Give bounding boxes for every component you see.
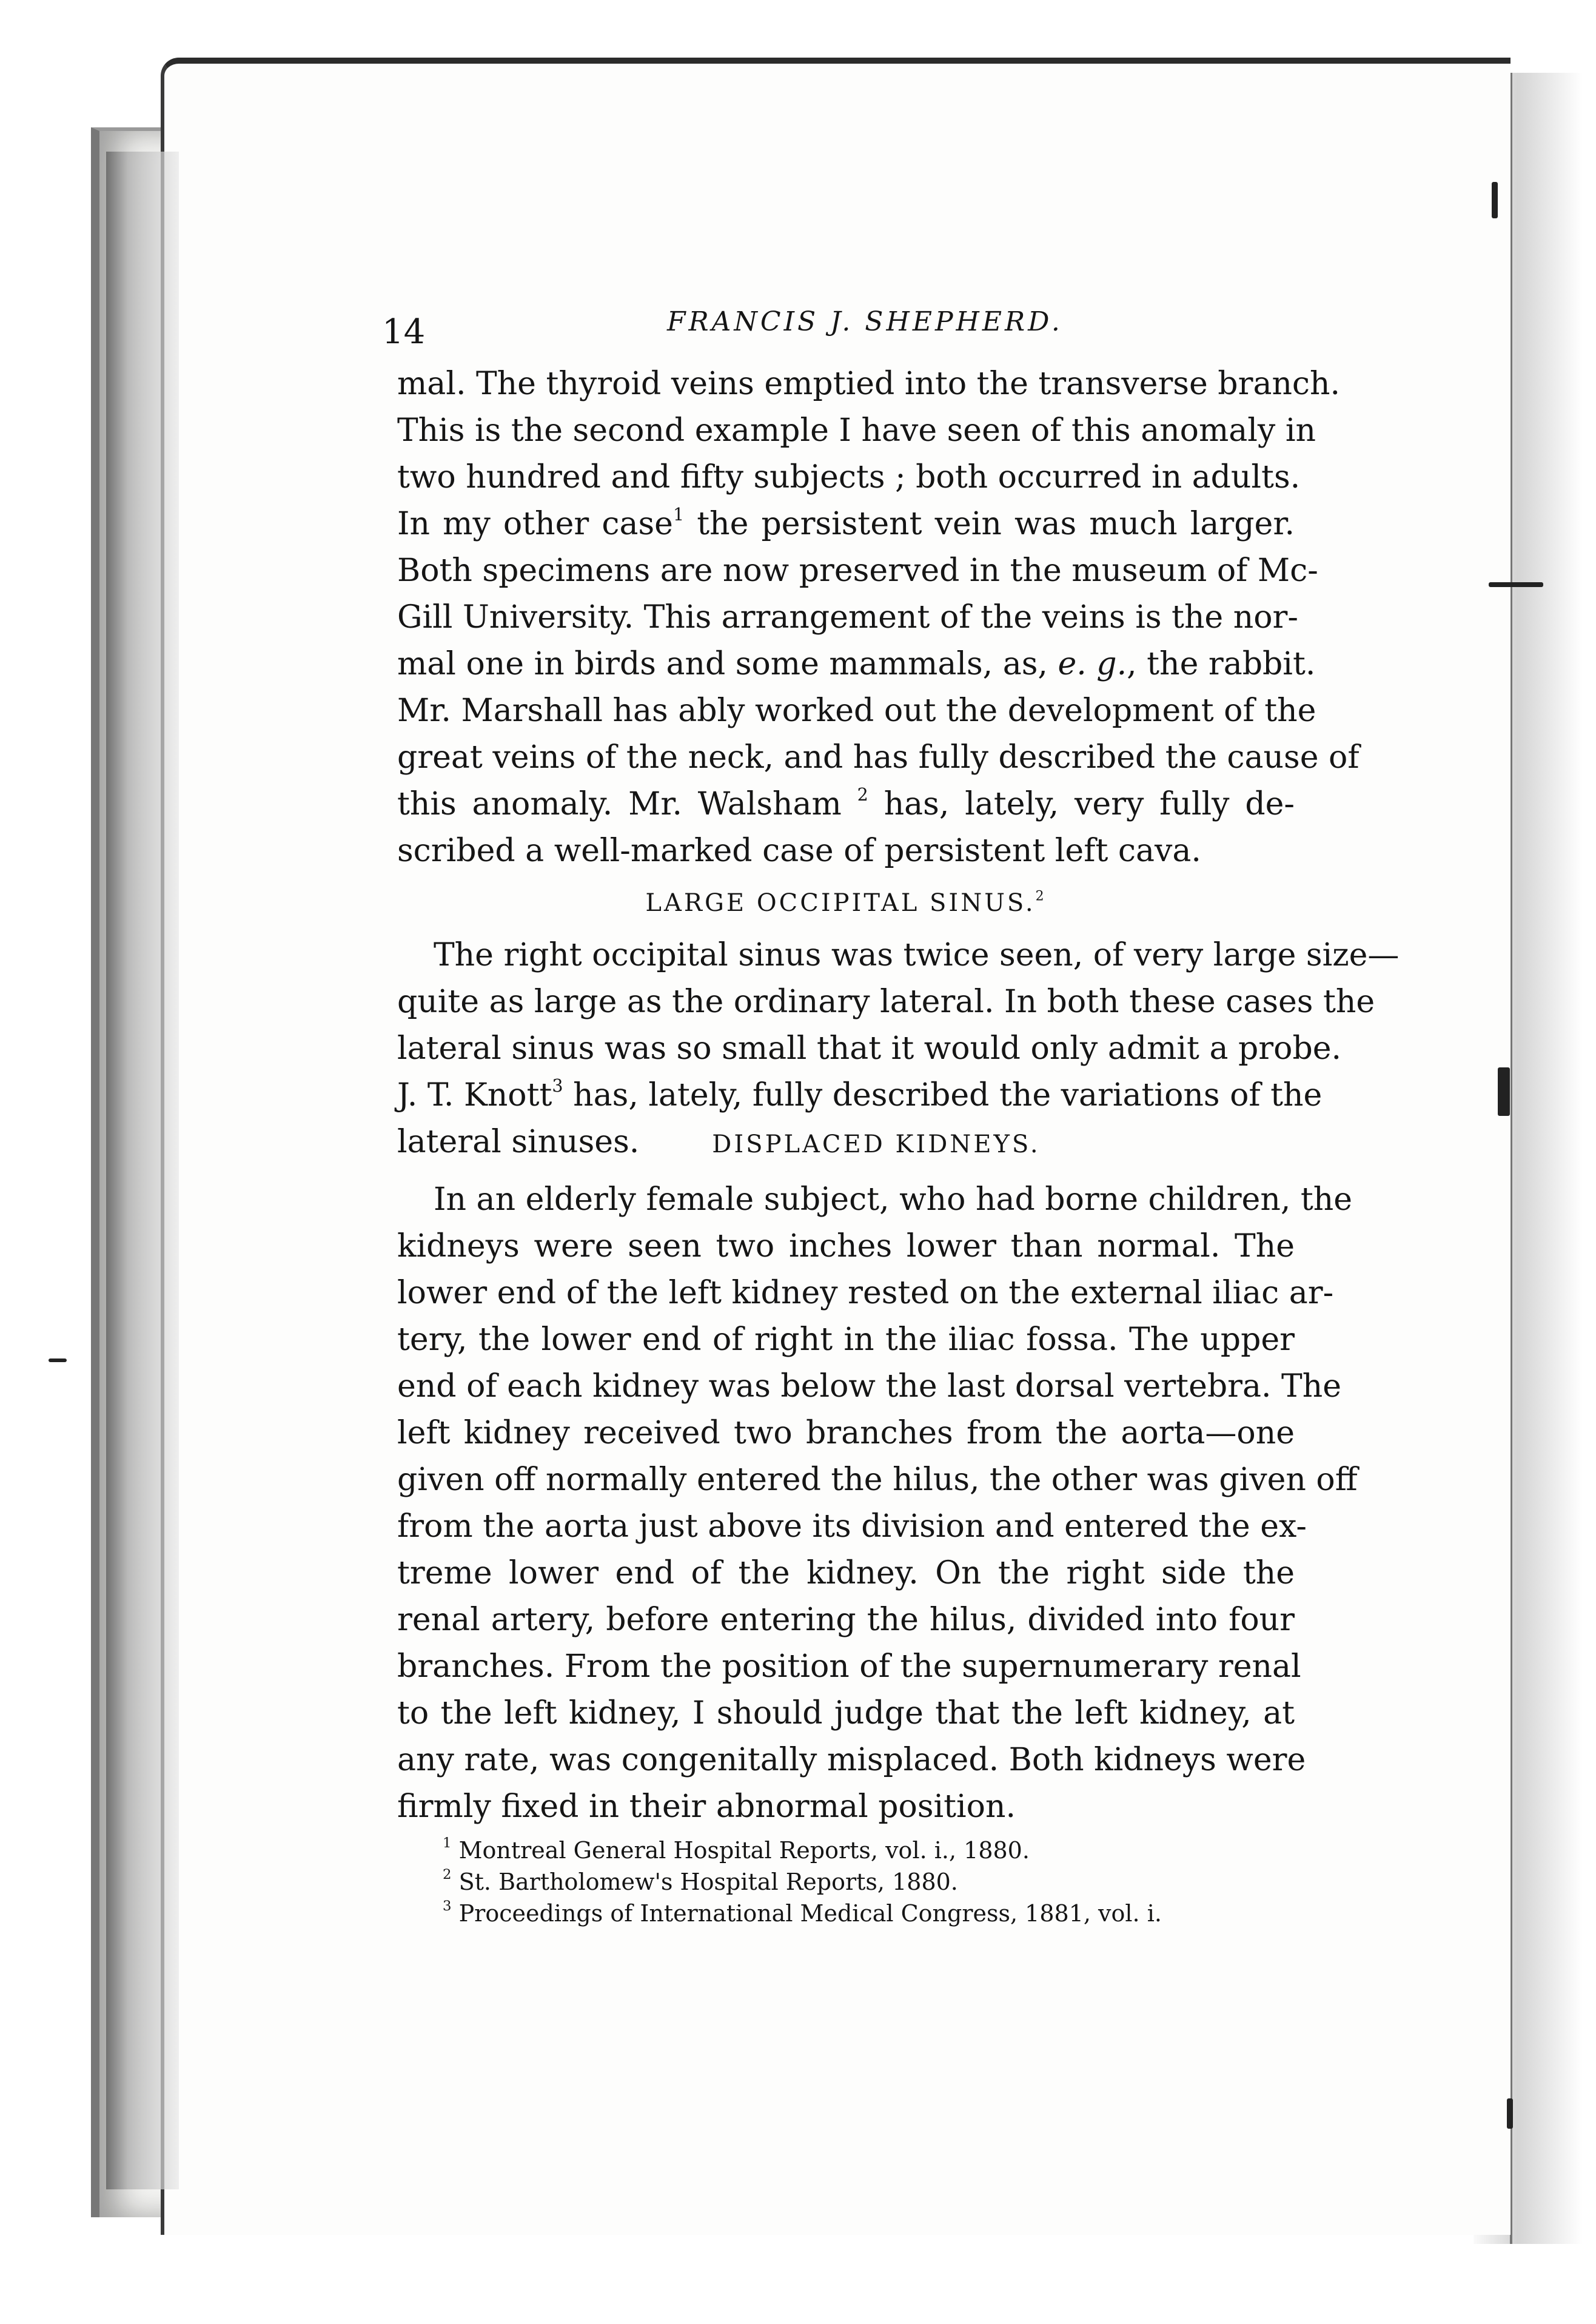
text-line: kidneys were seen two inches lower than normal. The xyxy=(397,1228,1295,1264)
text-line: mal. The thyroid veins emptied into the transverse branch. xyxy=(397,366,1341,402)
text-line: In my other case$^1$ the persistent vein was much larger. xyxy=(397,504,1295,542)
page-header xyxy=(382,288,1304,352)
text-line: lower end of the left kidney rested on the external iliac ar- xyxy=(397,1275,1334,1311)
footnote-ref: 3 xyxy=(552,1075,563,1097)
footnote: $^3$ Proceedings of International Medical Congress, 1881, vol. i. xyxy=(443,1898,1162,1927)
text-line: this anomaly. Mr. Walsham $^2$ has, lately, very fully de- xyxy=(397,784,1295,822)
text-line: branches. From the position of the supernumerary renal xyxy=(397,1648,1301,1685)
text-line: firmly fixed in their abnormal position. xyxy=(397,1788,1016,1825)
text-line: left kidney received two branches from the aorta—one xyxy=(397,1415,1295,1451)
footnote-ref: 1 xyxy=(672,504,685,525)
text-line: lateral sinus was so small that it would only admit a probe. xyxy=(397,1030,1342,1067)
text-line: Both specimens are now preserved in the museum of Mc- xyxy=(397,552,1318,589)
text-line: given off normally entered the hilus, the other was given off xyxy=(397,1462,1358,1498)
text-line: Mr. Marshall has ably worked out the development of the xyxy=(397,693,1316,729)
page-gutter-shadow xyxy=(106,152,179,2189)
scan-speck xyxy=(49,1358,67,1362)
text-line: two hundred and fifty subjects ; both occurred in adults. xyxy=(397,459,1301,495)
page-number: 14 xyxy=(382,312,426,352)
footnote: $^1$ Montreal General Hospital Reports, vol. i., 1880. xyxy=(443,1835,1030,1864)
section-heading-occipital: LARGE OCCIPITAL SINUS.$^2$ xyxy=(645,888,1047,917)
footnote-ref: 2 xyxy=(857,784,868,805)
text-line: from the aorta just above its division and entered the ex- xyxy=(397,1508,1307,1545)
footnote: $^2$ St. Bartholomew's Hospital Reports, 1880. xyxy=(443,1866,958,1895)
running-head: FRANCIS J. SHEPHERD. xyxy=(667,306,1063,337)
text-line: end of each kidney was below the last dorsal vertebra. The xyxy=(397,1368,1342,1405)
text-line: The right occipital sinus was twice seen, of very large size— xyxy=(434,937,1400,973)
text-line: tery, the lower end of right in the iliac fossa. The upper xyxy=(397,1322,1295,1358)
text-line: great veins of the neck, and has fully described the cause of xyxy=(397,739,1360,776)
text-line: J. T. Knott$^3$ has, lately, fully described the variations of the xyxy=(397,1075,1323,1113)
section-heading-kidneys: DISPLACED KIDNEYS. xyxy=(712,1130,1041,1158)
scan-speck xyxy=(1492,182,1498,218)
scan-speck xyxy=(1507,2098,1513,2129)
body-text xyxy=(397,361,1400,1830)
footnotes xyxy=(443,1835,1292,1929)
scan-speck xyxy=(1498,1067,1510,1116)
text-line: to the left kidney, I should judge that the left kidney, at xyxy=(397,1695,1295,1731)
text-line: any rate, was congenitally misplaced. Both kidneys were xyxy=(397,1742,1306,1778)
text-line: treme lower end of the kidney. On the right side the xyxy=(397,1555,1295,1591)
text-line: mal one in birds and some mammals, as, e. g., the rabbit. xyxy=(397,646,1316,682)
text-line: This is the second example I have seen of this anomaly in xyxy=(397,412,1316,449)
footnote-ref: 2 xyxy=(1035,888,1047,904)
text-line: quite as large as the ordinary lateral. In both these cases the xyxy=(397,984,1375,1020)
text-line: scribed a well-marked case of persistent left cava. xyxy=(397,833,1201,869)
text-line: In an elderly female subject, who had borne children, the xyxy=(434,1181,1353,1218)
scan-speck xyxy=(1489,582,1543,587)
text-line: lateral sinuses. DISPLACED KIDNEYS. xyxy=(397,1124,1041,1160)
text-line: Gill University. This arrangement of the veins is the nor- xyxy=(397,599,1298,636)
text-line: renal artery, before entering the hilus, divided into four xyxy=(397,1602,1295,1638)
